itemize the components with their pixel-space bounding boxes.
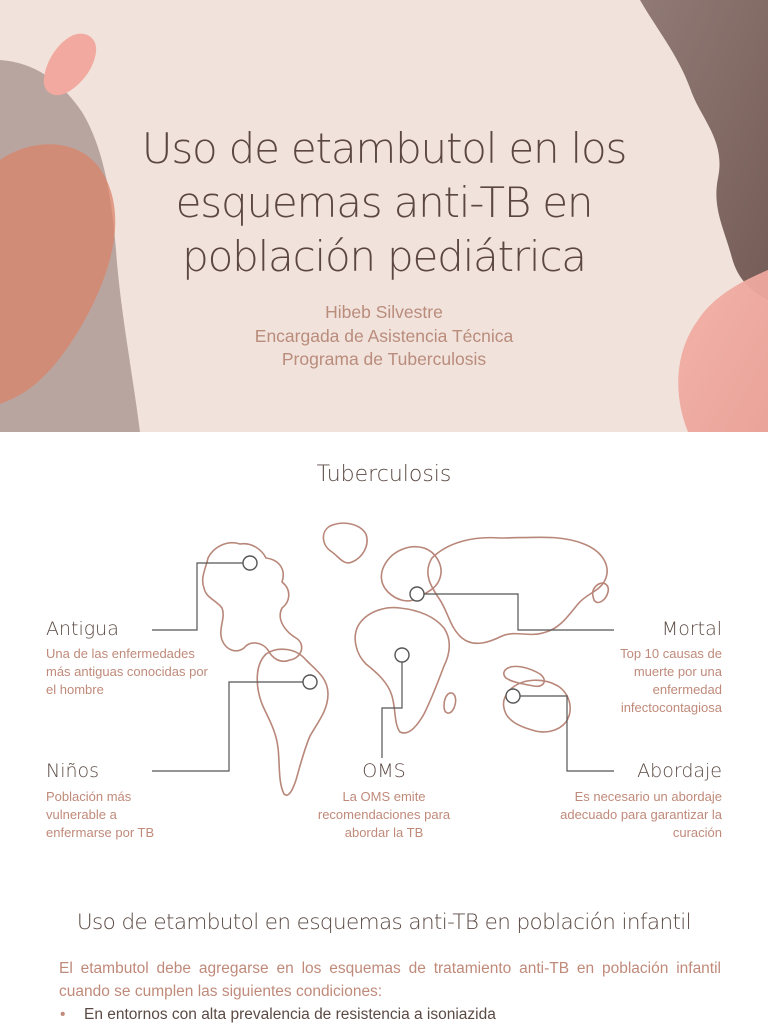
label-abordaje-body: Es necesario un abordaje adecuado para garantizar la curación xyxy=(560,789,722,840)
criteria-paragraph: El etambutol debe agregarse en los esquemas de tratamiento anti-TB en población infantil cuando se cumplen las siguientes condiciones: xyxy=(59,960,721,1000)
label-oms-heading: OMS xyxy=(362,760,406,782)
criteria-slide-title: Uso de etambutol en esquemas anti-TB en población infantil xyxy=(76,910,692,935)
marker-south-america xyxy=(303,675,317,689)
pink-capsule xyxy=(44,34,96,96)
title-line: Uso de etambutol en los xyxy=(141,124,627,173)
bullet-icon: • xyxy=(60,1006,66,1023)
continent-greenland xyxy=(323,523,367,563)
label-ninos-body: Población más vulnerable a enfermarse por TB xyxy=(46,789,155,840)
label-oms-body: La OMS emite recomendaciones para abordar la TB xyxy=(317,789,451,840)
marker-north-america xyxy=(243,556,257,570)
author-block xyxy=(150,301,618,372)
slide-title xyxy=(90,122,678,284)
island-madagascar xyxy=(444,693,456,713)
island-indonesia xyxy=(504,666,544,686)
author-program: Programa de Tuberculosis xyxy=(281,349,487,369)
title-line: esquemas anti-TB en xyxy=(175,178,593,227)
author-role: Encargada de Asistencia Técnica xyxy=(254,325,514,346)
pink-blob-right xyxy=(678,270,768,432)
label-ninos-heading: Niños xyxy=(46,760,100,782)
marker-australia xyxy=(506,689,520,703)
author-name: Hibeb Silvestre xyxy=(325,302,443,322)
label-abordaje-heading: Abordaje xyxy=(637,760,722,782)
criteria-bullet-item xyxy=(60,1004,720,1026)
marker-africa xyxy=(395,648,409,662)
bullet-text: En entornos con alta prevalencia de resistencia a isoniazida xyxy=(84,1006,496,1023)
map-slide xyxy=(0,432,768,878)
label-antigua-heading: Antigua xyxy=(46,618,119,640)
connector-antigua xyxy=(152,563,250,630)
criteria-slide xyxy=(0,878,768,1024)
label-antigua-body: Una de las enfermedades más antiguas conocidas por el hombre xyxy=(46,646,208,697)
label-mortal-heading: Mortal xyxy=(661,618,722,640)
label-mortal-body: Top 10 causas de muerte por una enfermedad infectocontagiosa xyxy=(620,646,722,715)
title-slide xyxy=(0,0,768,432)
map-slide-title: Tuberculosis xyxy=(316,462,452,487)
continent-australia xyxy=(503,680,570,732)
connector-oms xyxy=(382,655,402,758)
title-line: población pediátrica xyxy=(182,232,586,281)
marker-asia xyxy=(410,587,424,601)
